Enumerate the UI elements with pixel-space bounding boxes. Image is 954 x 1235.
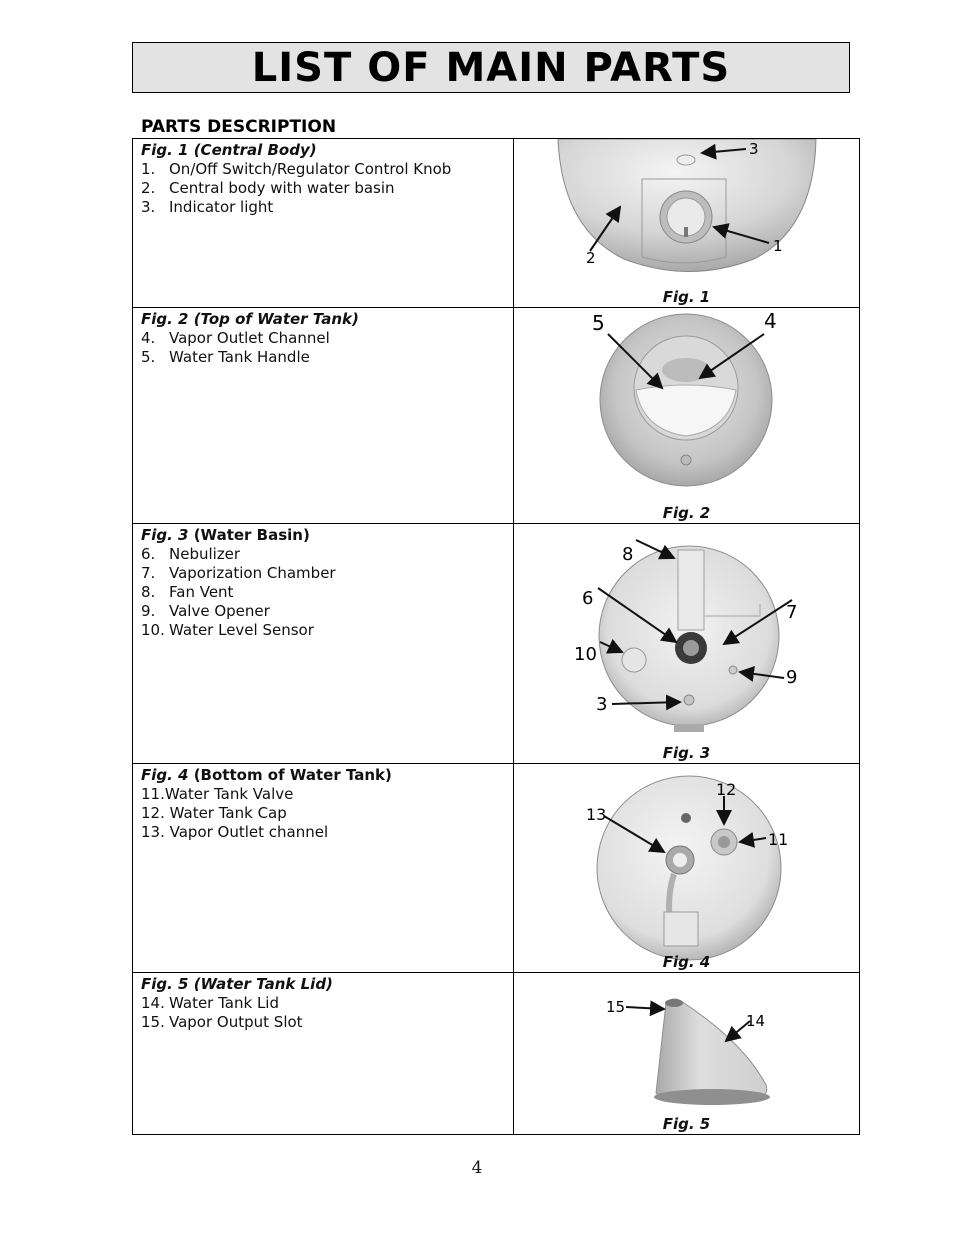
figure-cell: [514, 973, 860, 1135]
description-cell: [133, 308, 514, 524]
callout-label: 14: [746, 1012, 766, 1030]
list-item: 8. Fan Vent: [141, 583, 234, 601]
table-row: [133, 139, 860, 308]
list-item: 7. Vaporization Chamber: [141, 564, 336, 582]
fig-heading: Fig. 2 (Top of Water Tank): [141, 310, 359, 328]
figure-cell: [514, 764, 860, 973]
callout-label: 10: [574, 644, 597, 665]
callout-label: 4: [764, 309, 777, 333]
water-basin-image: [514, 524, 859, 764]
callout-label: 3: [749, 140, 759, 158]
callout-label: 8: [622, 544, 634, 565]
description-cell: [133, 764, 514, 973]
list-item: 4. Vapor Outlet Channel: [141, 329, 330, 347]
callout-label: 15: [606, 998, 626, 1016]
title-box: [132, 42, 850, 93]
callout-label: 3: [596, 694, 608, 715]
water-tank-top-image: [514, 308, 859, 524]
callout-label: 11: [768, 830, 789, 849]
figure-caption: Fig. 3: [662, 744, 711, 762]
figure-cell: [514, 524, 860, 764]
description-cell: [133, 139, 514, 308]
fig-heading: Fig. 4 (Bottom of Water Tank): [141, 766, 392, 784]
list-item: 2. Central body with water basin: [141, 179, 395, 197]
parts-list: [141, 994, 513, 1032]
page-number: 4: [471, 1158, 483, 1178]
callout-label: 7: [786, 602, 798, 623]
callout-label: 12: [716, 780, 737, 799]
list-item: 9. Valve Opener: [141, 602, 270, 620]
list-item: 14. Water Tank Lid: [141, 994, 279, 1012]
list-item: 1. On/Off Switch/Regulator Control Knob: [141, 160, 452, 178]
parts-list: [141, 329, 513, 367]
fig-heading: Fig. 3 (Water Basin): [141, 526, 310, 544]
parts-list: [141, 545, 513, 640]
figure-caption: Fig. 4: [662, 953, 711, 971]
central-body-image: [514, 139, 859, 308]
table-row: [133, 764, 860, 973]
list-item: 12. Water Tank Cap: [141, 804, 287, 822]
callout-label: 5: [592, 311, 605, 335]
fig-heading: Fig. 5 (Water Tank Lid): [141, 975, 333, 993]
parts-list: [141, 160, 513, 217]
list-item: 11. Water Tank Valve: [141, 785, 294, 803]
figure-caption: Fig. 1: [662, 288, 711, 306]
callout-label: 2: [586, 249, 596, 267]
table-row: [133, 524, 860, 764]
list-item: 10. Water Level Sensor: [141, 621, 314, 639]
page-title: LIST OF MAIN PARTS: [251, 44, 731, 91]
table-row: [133, 308, 860, 524]
callout-label: 13: [586, 805, 607, 824]
callout-label: 9: [786, 667, 798, 688]
list-item: 5. Water Tank Handle: [141, 348, 310, 366]
parts-table: [132, 138, 860, 1135]
water-tank-bottom-image: [514, 764, 859, 973]
figure-caption: Fig. 5: [662, 1115, 711, 1133]
figure-cell: [514, 139, 860, 308]
description-cell: [133, 973, 514, 1135]
parts-list: [141, 785, 513, 842]
water-tank-lid-image: [514, 973, 859, 1135]
list-item: 3. Indicator light: [141, 198, 274, 216]
section-heading: PARTS DESCRIPTION: [141, 117, 337, 137]
callout-label: 1: [773, 237, 783, 255]
callout-label: 6: [582, 588, 594, 609]
figure-caption: Fig. 2: [662, 504, 711, 522]
fig-heading: Fig. 1 (Central Body): [141, 141, 317, 159]
list-item: 15. Vapor Output Slot: [141, 1013, 303, 1031]
description-cell: [133, 524, 514, 764]
list-item: 6. Nebulizer: [141, 545, 241, 563]
table-row: [133, 973, 860, 1135]
figure-cell: [514, 308, 860, 524]
list-item: 13. Vapor Outlet channel: [141, 823, 329, 841]
